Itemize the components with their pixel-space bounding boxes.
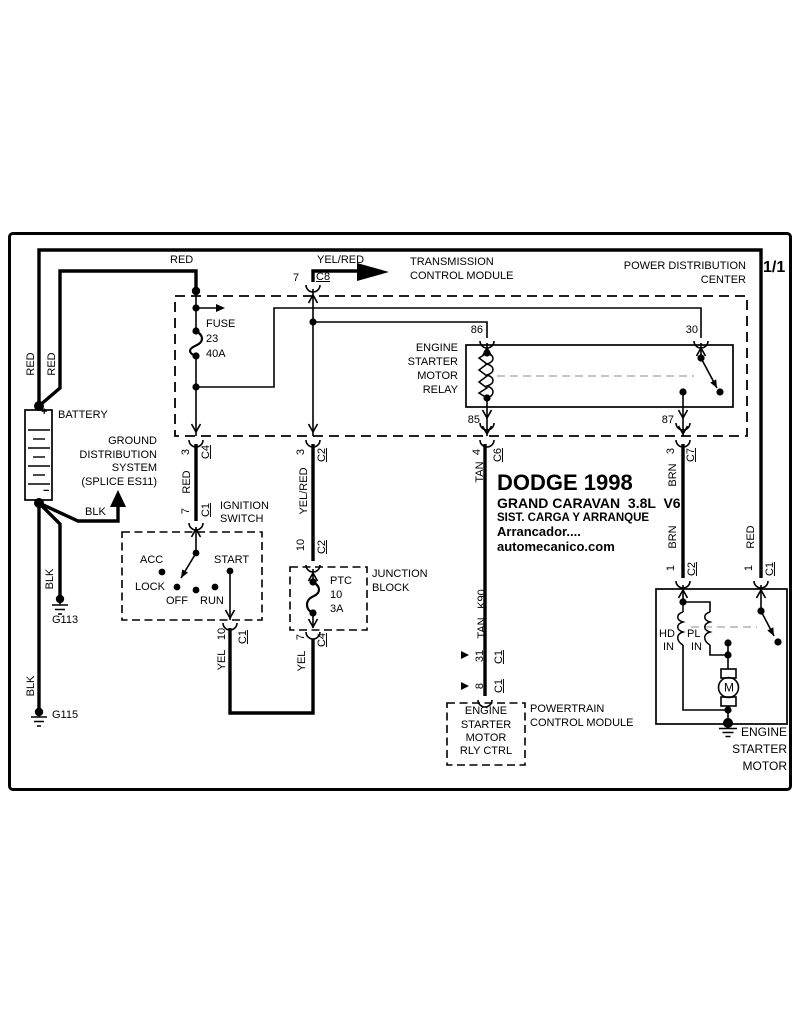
junction-out-connector: C4: [315, 632, 328, 648]
junction-label-line1: JUNCTION: [372, 568, 428, 580]
ptc-icon: [307, 582, 319, 613]
relay-pin-85: 85: [467, 414, 480, 426]
ground-dist-arrow: [110, 490, 126, 507]
brn-col-pin-bottom: 1: [664, 564, 677, 572]
relay-label-line1: ENGINE: [415, 342, 458, 354]
pcm-box-line4: RLY CTRL: [459, 745, 513, 757]
starter-hd-in-label: IN: [663, 641, 674, 653]
red-right-pin-bottom: 1: [742, 564, 755, 572]
motor-m-label: M: [724, 680, 734, 695]
ground-id-g113: G113: [52, 614, 79, 626]
tan-col-connector-top: C6: [491, 447, 504, 463]
pcm-box-line3: MOTOR: [465, 732, 507, 744]
red-col-connector-bottom: C1: [199, 502, 212, 518]
junction-block-box: [290, 567, 367, 630]
ignition-pos-off: OFF: [166, 595, 188, 607]
fuse-tap-arrow: [216, 304, 225, 312]
junction-label-line2: BLOCK: [372, 582, 410, 594]
tan-col-color-bottom: TAN: [475, 617, 488, 639]
tan-col-connector-31: C1: [492, 649, 505, 665]
pcm-box-line2: STARTER: [460, 719, 512, 731]
starter-pl-label: PL: [687, 628, 701, 640]
junction-out-pin: 7: [294, 633, 307, 641]
ptc-line2: 10: [330, 589, 343, 601]
tan-col-pin-top: 4: [470, 448, 483, 456]
ignition-out-pin: 10: [215, 627, 228, 641]
brn-col-pin-top: 3: [664, 447, 677, 455]
wire-label-red-top: RED: [170, 254, 194, 266]
ignition-pos-lock: LOCK: [135, 581, 165, 593]
page-indicator: 1/1: [763, 259, 786, 276]
wire-label-red-b: RED: [45, 352, 58, 376]
fuse-number: 23: [206, 333, 219, 345]
fuse-icon: [190, 331, 202, 356]
wire-blk-battery-to-ground-dist: [39, 503, 118, 521]
title-line2: GRAND CARAVAN 3.8L V6: [497, 495, 681, 511]
ignition-switch-box: [122, 532, 262, 620]
pdc-label-line2: CENTER: [700, 274, 746, 286]
relay-pin-30: 30: [685, 324, 698, 336]
ground-dist-line3: SYSTEM: [111, 462, 157, 474]
yelred-col-color: YEL/RED: [297, 467, 310, 515]
relay-pin-86: 86: [470, 324, 483, 336]
wire-label-blk-g115: BLK: [24, 675, 37, 697]
pcm-label-line2: CONTROL MODULE: [530, 717, 634, 729]
c8-pin: 7: [293, 272, 300, 284]
title-line1: DODGE 1998: [497, 470, 633, 495]
wire-label-blk-stub: BLK: [85, 506, 106, 518]
ptc-line3: 3A: [330, 603, 344, 615]
tan-col-color-top: TAN: [473, 461, 486, 483]
relay-pin-87: 87: [661, 414, 674, 426]
tan-col-pin-8: 8: [473, 682, 486, 690]
relay-coil-icon: [479, 353, 493, 398]
tan-col-pin-31: 31: [473, 649, 486, 663]
red-col-pin-bottom: 7: [179, 507, 192, 515]
red-col-connector-top: C4: [199, 444, 212, 460]
ignition-label-line2: SWITCH: [220, 513, 264, 525]
tcm-label-line2: CONTROL MODULE: [410, 270, 514, 282]
ground-id-g115: G115: [52, 709, 79, 721]
red-col-pin-top: 3: [179, 448, 192, 456]
pcm-box-line1: ENGINE: [464, 705, 508, 717]
title-line3: SIST. CARGA Y ARRANQUE: [497, 512, 650, 524]
battery-plus: +: [41, 406, 48, 418]
title-line4: Arrancador....: [497, 524, 581, 539]
wire-red-battery-to-fuse: [39, 271, 196, 406]
starter-label-line2: STARTER: [732, 742, 787, 756]
yelred-col-pin-bottom: 10: [294, 538, 307, 552]
ground-dist-line2: DISTRIBUTION: [79, 449, 157, 461]
pcm-pin31-marker: [461, 651, 469, 659]
fuse-name: FUSE: [206, 318, 236, 330]
ptc-line1: PTC: [330, 575, 352, 587]
wire-red-battery-to-starter: [39, 250, 761, 578]
red-right-connector-bottom: C1: [763, 561, 776, 577]
ignition-pos-start: START: [214, 554, 250, 566]
tan-col-connector-8: C1: [492, 678, 505, 694]
brn-col-color-top: BRN: [666, 463, 679, 487]
relay-label-line3: MOTOR: [417, 370, 458, 382]
pcm-pin8-marker: [461, 682, 469, 690]
wire-label-yelred-top: YEL/RED: [317, 254, 365, 266]
starter-pl-in-label: IN: [691, 641, 702, 653]
pcm-label-line1: POWERTRAIN: [530, 703, 605, 715]
title-line5: automecanico.com: [497, 539, 615, 554]
brn-col-connector-top: C7: [684, 447, 697, 463]
brn-col-connector-bottom: C2: [685, 561, 698, 577]
yelred-col-connector-bottom: C2: [315, 539, 328, 555]
red-col-color: RED: [180, 470, 193, 494]
starter-label-line3: MOTOR: [742, 759, 787, 773]
relay-label-line2: STARTER: [407, 356, 458, 368]
starter-hd-label: HD: [659, 628, 675, 640]
ignition-out-color: YEL: [215, 649, 228, 671]
pdc-label-line1: POWER DISTRIBUTION: [623, 260, 746, 272]
c8-connector: C8: [316, 271, 331, 283]
relay-label-line4: RELAY: [422, 384, 458, 396]
ignition-switch-blade: [181, 553, 196, 578]
battery-minus: −: [43, 485, 50, 497]
junction-out-color: YEL: [295, 650, 308, 672]
starter-label-line1: ENGINE: [740, 725, 787, 739]
ignition-pos-run: RUN: [200, 595, 224, 607]
red-right-color: RED: [744, 525, 757, 549]
fuse-rating: 40A: [206, 348, 226, 360]
brn-col-color-bottom: BRN: [666, 525, 679, 549]
wire-label-red-a: RED: [24, 352, 37, 376]
ignition-pos-acc: ACC: [140, 554, 164, 566]
ground-dist-line4: (SPLICE ES11): [81, 476, 157, 488]
ground-dist-line1: GROUND: [108, 435, 157, 447]
tan-col-circuit: K90: [475, 589, 488, 609]
tcm-label-line1: TRANSMISSION: [410, 256, 494, 268]
wire-label-blk-g113: BLK: [43, 568, 56, 590]
yelred-col-pin-top: 3: [294, 448, 307, 456]
battery-label: BATTERY: [58, 409, 108, 421]
ignition-out-connector: C1: [236, 629, 249, 645]
ignition-label-line1: IGNITION: [220, 500, 269, 512]
yelred-col-connector-top: C2: [315, 447, 328, 463]
